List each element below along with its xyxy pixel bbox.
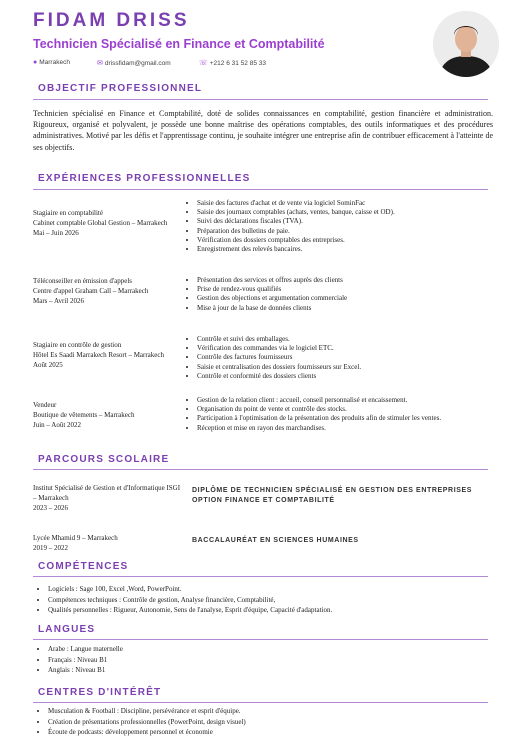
- section-divider: [33, 576, 488, 577]
- section-title-experiences: EXPÉRIENCES PROFESSIONNELLES: [38, 173, 251, 184]
- location-contact: [33, 59, 70, 66]
- langue-item: • Arabe : Langue maternelle: [48, 644, 508, 655]
- task-item: • Présentation des services et offres auprès des clients: [197, 276, 517, 285]
- task-item: • Vérification des dossiers comptables des entreprises.: [197, 236, 517, 245]
- phone-text: +212 6 31 52 85 33: [209, 59, 266, 67]
- task-item: • Contrôle et conformité des dossiers clients: [197, 372, 517, 381]
- competence-item: • Compétences techniques : Contrôle de gestion, Analyse financière, Comptabilité,: [48, 595, 508, 606]
- experience-left-3: [33, 340, 173, 370]
- section-title-objectif: OBJECTIF PROFESSIONNEL: [38, 83, 203, 94]
- education-left-1: [33, 483, 181, 513]
- experience-tasks-1: [185, 199, 517, 254]
- experience-company: Hôtel Es Saadi Marrakech Resort – Marrakech: [33, 351, 165, 359]
- experience-tasks-4: [185, 396, 517, 433]
- education-dates: 2019 – 2022: [33, 544, 68, 552]
- experience-dates: Août 2025: [33, 361, 63, 369]
- email-icon: ✉: [97, 60, 103, 67]
- section-divider: [33, 189, 488, 190]
- education-degree: BACCALAURÉAT EN SCIENCES HUMAINES: [192, 537, 359, 544]
- experience-role: Vendeur: [33, 401, 57, 409]
- task-item: • Gestion de la relation client : accueil, conseil personnalisé et encaissement.: [197, 396, 517, 405]
- task-item: • Enregistrement des relevés bancaires.: [197, 245, 517, 254]
- experience-dates: Juin – Août 2022: [33, 421, 82, 429]
- education-degree: DIPLÔME DE TECHNICIEN SPÉCIALISÉ EN GESTION DES ENTREPRISES OPTION FINANCE ET COMPTABILITÉ: [192, 487, 473, 504]
- interest-item: • Création de présentations professionnelles (PowerPoint, design visuel): [48, 717, 508, 728]
- profile-photo: [433, 11, 499, 77]
- task-item: • Vérification des commandes via le logiciel ETC.: [197, 344, 517, 353]
- experience-company: Centre d'appel Graham Call – Marrakech: [33, 287, 149, 295]
- experience-dates: Mars – Avril 2026: [33, 297, 85, 305]
- competences-list: [38, 584, 508, 616]
- email-contact[interactable]: [97, 59, 171, 67]
- task-item: • Réception et mise en rayon des marchandises.: [197, 424, 517, 433]
- location-text: Marrakech: [39, 59, 70, 66]
- section-title-parcours: PARCOURS SCOLAIRE: [38, 454, 170, 465]
- job-title: Technicien Spécialisé en Finance et Comptabilité: [33, 37, 325, 51]
- interest-item: • Musculation & Football : Discipline, persévérance et esprit d'équipe.: [48, 706, 508, 717]
- phone-icon: ☏: [199, 60, 208, 67]
- task-item: • Organisation du point de vente et contrôle des stocks.: [197, 405, 517, 414]
- experience-role: Stagiaire en contrôle de gestion: [33, 341, 122, 349]
- task-item: • Mise à jour de la base de données clients: [197, 304, 517, 313]
- experience-tasks-3: [185, 335, 517, 381]
- section-divider: [33, 702, 488, 703]
- education-school: Institut Spécialisé de Gestion et d'Informatique ISGI – Marrakech: [33, 484, 181, 502]
- section-divider: [33, 99, 488, 100]
- task-item: • Contrôle et suivi des emballages.: [197, 335, 517, 344]
- langue-item: • Français : Niveau B1: [48, 655, 508, 666]
- task-item: • Contrôle des factures fournisseurs: [197, 353, 517, 362]
- section-title-competences: COMPÉTENCES: [38, 561, 129, 572]
- interest-item: • Écoute de podcasts: développement personnel et économie: [48, 727, 508, 738]
- experience-left-2: [33, 276, 173, 306]
- education-dates: 2023 – 2026: [33, 504, 68, 512]
- section-title-langues: LANGUES: [38, 624, 96, 635]
- task-item: • Participation à l'optimisation de la présentation des produits afin de stimuler les ventes.: [197, 414, 517, 423]
- section-divider: [33, 469, 488, 470]
- experience-tasks-2: [185, 276, 517, 313]
- task-item: • Saisie des factures d'achat et de vente via logiciel SominFac: [197, 199, 517, 208]
- task-item: • Saisie et centralisation des dossiers fournisseurs sur Excel.: [197, 363, 517, 372]
- langue-item: • Anglais : Niveau B1: [48, 665, 508, 676]
- education-left-2: [33, 533, 181, 553]
- centres-list: [38, 706, 508, 738]
- competence-item: • Qualités personnelles : Rigueur, Autonomie, Sens de l'analyse, Esprit d'équipe, Capacité d'adaptation.: [48, 605, 508, 616]
- task-item: • Suivi des déclarations fiscales (TVA).: [197, 217, 517, 226]
- phone-contact: [199, 59, 266, 67]
- education-school: Lycée Mhamid 9 – Marrakech: [33, 534, 118, 542]
- experience-role: Téléconseiller en émission d'appels: [33, 277, 133, 285]
- section-divider: [33, 639, 488, 640]
- candidate-name: FIDAM DRISS: [33, 10, 190, 31]
- experience-company: Boutique de vêtements – Marrakech: [33, 411, 135, 419]
- competence-item: • Logiciels : Sage 100, Excel ,Word, PowerPoint.: [48, 584, 508, 595]
- experience-company: Cabinet comptable Global Gestion – Marrakech: [33, 219, 168, 227]
- location-pin-icon: ●: [33, 59, 38, 66]
- langues-list: [38, 644, 508, 676]
- experience-dates: Mai – Juin 2026: [33, 229, 79, 237]
- experience-left-1: [33, 208, 173, 238]
- task-item: • Préparation des bulletins de paie.: [197, 227, 517, 236]
- experience-role: Stagiaire en comptabilité: [33, 209, 103, 217]
- experience-left-4: [33, 400, 173, 430]
- section-title-centres: CENTRES D'INTÉRÊT: [38, 687, 162, 698]
- objectif-text: Technicien spécialisé en Finance et Comptabilité, doté de solides connaissances en comptabilité, gestion financière et administration. Rigoureux, organisé et polyvalent, je possède une bonne maîtrise des opérations comptables, des outils informatiques et des procédures administratives. Motivé par les défis et l'apprentissage continu, je souhaite intégrer une entreprise afin de contribuer efficacement à l'atteinte de ses objectifs.: [33, 109, 493, 152]
- task-item: • Saisie des journaux comptables (achats, ventes, banque, caisse et OD).: [197, 208, 517, 217]
- task-item: • Prise de rendez-vous qualifiés: [197, 285, 517, 294]
- task-item: • Gestion des objections et argumentation commerciale: [197, 294, 517, 303]
- email-text[interactable]: drissfidam@gmail.com: [104, 59, 171, 67]
